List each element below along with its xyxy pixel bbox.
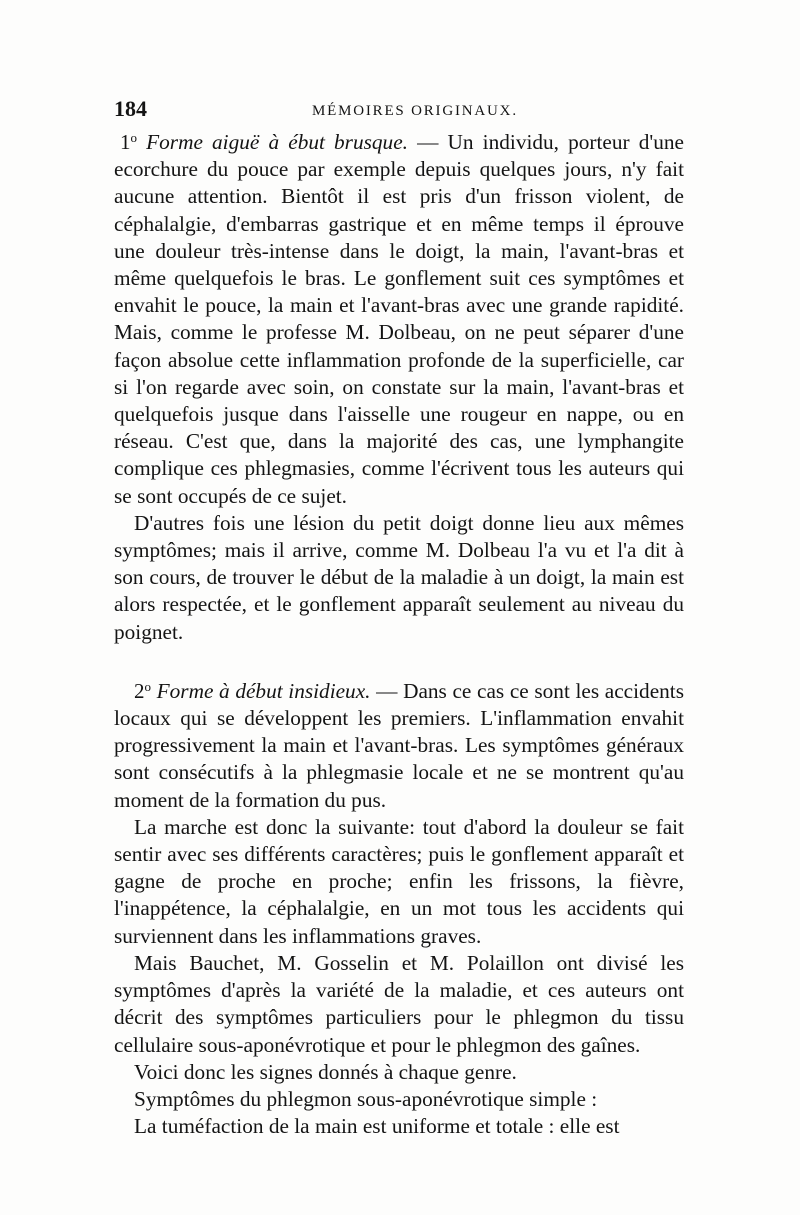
page-header — [112, 96, 688, 126]
section-2-dash: — — [370, 678, 404, 703]
body-text — [114, 124, 684, 1140]
section-2-paragraph-6: La tuméfaction de la main est uniforme et totale : elle est — [134, 1114, 620, 1139]
section-1-heading: Forme aiguë à ébut brusque. — [146, 130, 408, 154]
section-1-paragraph-2: D'autres fois une lésion du petit doigt donne lieu aux mêmes symptômes; mais il arrive, comme M. Dolbeau l'a vu et l'a dit à son cours, de trouver le début de la maladie à un doigt, la main est alors respectée, et le gonflement apparaît seulement au niveau du poignet. — [114, 510, 684, 644]
section-1-number: 1 — [120, 130, 131, 154]
section-1-ordinal: o — [130, 130, 137, 145]
section-2-paragraph-3: Mais Bauchet, M. Gosselin et M. Polaillon ont divisé les symptômes d'après la variété de la maladie, et ces auteurs ont décrit des symptômes particuliers pour le phlegmon du tissu cellulaire sous-aponévrotique et pour le phlegmon des gaînes. — [114, 950, 684, 1057]
section-2-number: 2 — [134, 678, 145, 703]
page-number: 184 — [114, 96, 147, 121]
section-2-ordinal: o — [144, 678, 151, 694]
section-1-text-1: Un individu, porteur d'une ecorchure du pouce par exemple depuis quelques jours, n'y fait aucune attention. Bientôt il est pris d'un frisson violent, de céphalalgie, d'embarras gastrique et en même temps il éprouve une douleur très-intense dans le doigt, la main, l'avant-bras et même quelquefois le bras. Le gonflement suit ces symptômes et envahit le pouce, la main et l'avant-bras avec une grande rapidité. Mais, comme le professe M. Dolbeau, on ne peut séparer d'une façon absolue cette inflammation profonde de la superficielle, car si l'on regarde avec soin, on constate sur la main, l'avant-bras et quelquefois jusque dans l'aisselle une rougeur en nappe, ou en réseau. C'est que, dans la majorité des cas, une lymphangite complique ces phlegmasies, comme l'écrivent tous les auteurs qui se sont occupés de ce sujet. — [114, 130, 684, 508]
section-1-paragraph-1 — [114, 124, 684, 510]
section-2-paragraph-1 — [114, 673, 684, 814]
running-title: MÉMOIRES ORIGINAUX. — [312, 103, 518, 119]
section-1-dash: — — [407, 130, 448, 154]
section-spacer — [114, 646, 684, 673]
section-2-paragraph-4: Voici donc les signes donnés à chaque genre. — [134, 1059, 517, 1084]
section-2-heading: Forme à début insidieux. — [156, 678, 371, 703]
section-2-paragraph-5: Symptômes du phlegmon sous-aponévrotique simple : — [134, 1086, 598, 1111]
section-2-paragraph-2: La marche est donc la suivante: tout d'abord la douleur se fait sentir avec ses différents caractères; puis le gonflement apparaît et gagne de proche en proche; enfin les frissons, la fièvre, l'inappétence, la céphalalgie, en un mot tous les accidents qui surviennent dans les inflammations graves. — [114, 814, 684, 948]
section-2-text-1: Dans ce cas ce sont les accidents locaux qui se développent les premiers. L'inflammation envahit progressivement la main et l'avant-bras. Les symptômes généraux sont consécutifs à la phlegmasie locale et ne se montrent qu'au moment de la formation du pus. — [114, 678, 685, 812]
